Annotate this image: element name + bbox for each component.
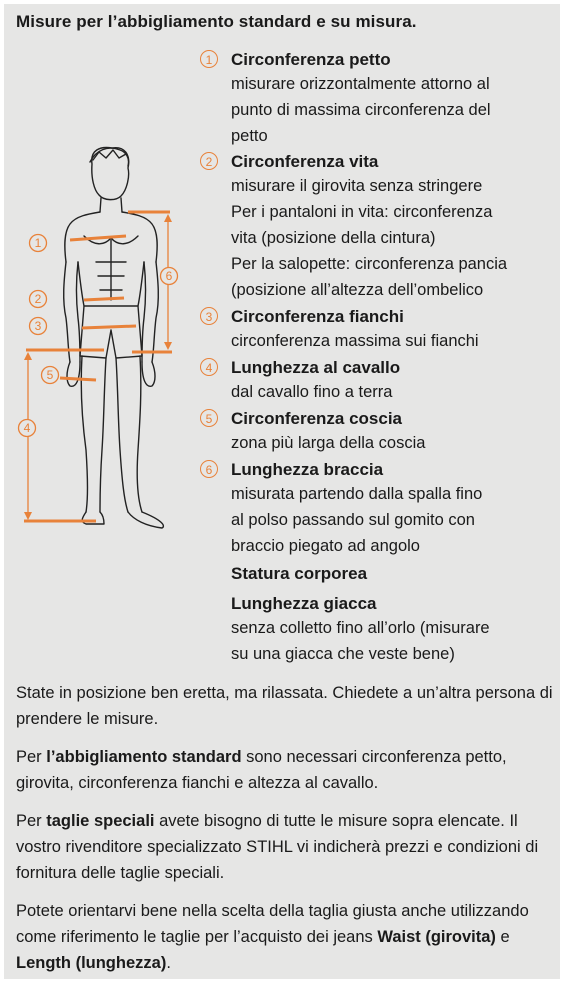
text-segment: sono necessari circonferenza petto, girovita, circonferenza fianchi e altezza al cavallo. xyxy=(16,748,507,792)
paragraph-posture: State in posizione ben eretta, ma rilassata. Chiedete a un’altra persona di prendere le misure. xyxy=(16,684,553,728)
text-segment: Per xyxy=(16,812,47,830)
measurement-item-chest xyxy=(200,49,560,149)
bold-segment: Length (lunghezza) xyxy=(16,954,167,972)
measurement-description: misurare il girovita senza stringere Per i pantaloni in vita: circonferenza vita (posizione della cintura) Per la salopette: circonferenza pancia (posizione all’altezza dell’ombelico xyxy=(231,177,508,299)
text-segment: Potete orientarvi bene nella scelta della taglia giusta anche utilizzando come riferimento le taglie per l’acquisto dei jeans xyxy=(16,902,529,946)
page-title: Misure per l’abbigliamento standard e su misura. xyxy=(16,12,417,31)
measurement-heading: Lunghezza braccia xyxy=(231,460,384,479)
fig-label-4: 4 xyxy=(23,421,31,435)
fig-label-3: 3 xyxy=(34,319,42,333)
measurement-heading: Lunghezza giacca xyxy=(231,594,377,613)
number-badge: 5 xyxy=(200,409,218,427)
text-segment: e xyxy=(495,928,510,946)
measurement-description: circonferenza massima sui fianchi xyxy=(231,332,479,350)
measurement-item-inseam xyxy=(200,357,560,405)
measurement-description: senza colletto fino all’orlo (misurare su una giacca che veste bene) xyxy=(231,619,490,663)
measurement-heading: Circonferenza fianchi xyxy=(231,307,404,326)
measurement-item-thigh xyxy=(200,408,560,456)
measurement-item-height xyxy=(200,563,560,585)
measurement-item-hips xyxy=(200,306,560,354)
paragraph-special-sizes xyxy=(16,808,556,886)
bold-segment: l’abbigliamento standard xyxy=(46,748,242,766)
fig-label-1: 1 xyxy=(34,236,42,250)
measurement-heading: Circonferenza coscia xyxy=(231,409,403,428)
measurement-description: dal cavallo fino a terra xyxy=(231,383,393,401)
bold-segment: Waist (girovita) xyxy=(377,928,496,946)
fig-label-5: 5 xyxy=(46,368,54,382)
hips-line xyxy=(82,326,136,328)
measurement-heading: Circonferenza petto xyxy=(231,50,391,69)
number-badge: 1 xyxy=(200,50,218,68)
number-badge: 2 xyxy=(200,152,218,170)
number-badge: 4 xyxy=(200,358,218,376)
fig-label-2: 2 xyxy=(34,292,42,306)
measurement-heading: Statura corporea xyxy=(231,564,368,583)
text-segment: avete bisogno di tutte le misure sopra elencate. Il vostro rivenditore specializzato STIHL vi indicherà prezzi e condizioni di fornitura delle taglie speciali. xyxy=(16,812,539,882)
measurement-description: zona più larga della coscia xyxy=(231,434,426,452)
measurement-description: misurata partendo dalla spalla fino al polso passando sul gomito con braccio piegato ad angolo xyxy=(231,485,483,555)
measurement-item-waist xyxy=(200,151,560,303)
number-badge: 6 xyxy=(200,460,218,478)
measurement-item-jacket xyxy=(200,593,560,667)
fig-label-6: 6 xyxy=(165,269,173,283)
body-figure xyxy=(0,0,200,540)
text-segment: Per xyxy=(16,748,47,766)
paragraph-jeans-sizes xyxy=(16,898,556,976)
bold-segment: taglie speciali xyxy=(46,812,155,830)
measurement-item-arm xyxy=(200,459,560,559)
paragraph-standard xyxy=(16,744,556,796)
measurement-heading: Lunghezza al cavallo xyxy=(231,358,401,377)
measurement-heading: Circonferenza vita xyxy=(231,152,379,171)
text-segment: . xyxy=(166,954,171,972)
chest-line xyxy=(70,236,126,240)
number-badge: 3 xyxy=(200,307,218,325)
measurement-description: misurare orizzontalmente attorno al punto di massima circonferenza del petto xyxy=(231,75,491,145)
waist-line xyxy=(84,298,124,300)
thigh-line xyxy=(60,378,96,380)
